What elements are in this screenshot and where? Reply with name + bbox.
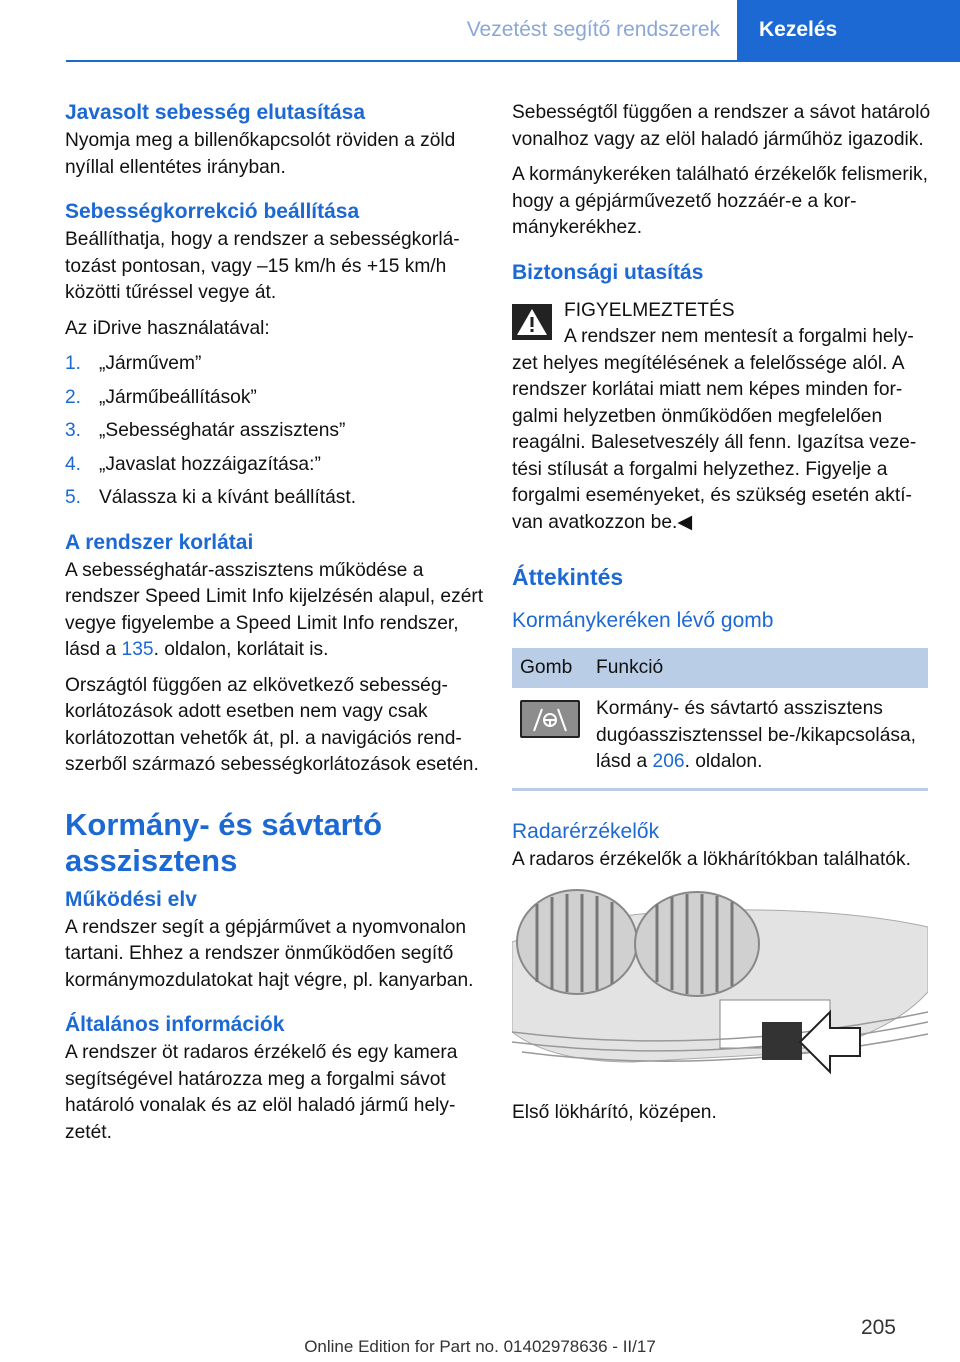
image-caption: Első lökhárító, középen. <box>512 1102 717 1123</box>
list-item: 1. „Járművem” <box>65 353 202 374</box>
text-general-info: A rendszer öt radaros érzékelő és egy kamera segítségével határozza meg a forgalmi sávot határoló vonalak és az elöl haladó jármű helyzetét. <box>65 1042 458 1143</box>
heading-general-info: Általános információk <box>65 1013 285 1036</box>
page-link-206[interactable]: 206 <box>652 751 685 772</box>
edition-footer: Online Edition for Part no. 01402978636 - II/17 <box>304 1337 656 1356</box>
list-item: 5. Válassza ki a kívánt beállítást. <box>65 487 357 508</box>
text-steering-sensors: A kormánykeréken található érzékelők felismerik, hogy a gépjárművezető hozzáér-e a kormánykerékhez. <box>512 164 928 238</box>
heading-principle: Működési elv <box>65 887 197 911</box>
heading-radar-sensors: Radarérzékelők <box>512 819 660 843</box>
table-header-function: Funkció <box>588 648 928 688</box>
heading-overview: Áttekintés <box>512 564 624 590</box>
warning-text: A rendszer nem mentesít a forgalmi helyzet helyes megítélésének a felelőssége alól. A rendszer korlátai miatt nem képes minden forgalmi helyzetben önműködően megfelelően reagálni. Balesetveszély áll fenn. Igazítsa vezetési stílusát a forgalmi helyzethez. Figyelje a forgalmi eseményeket, és szükség esetén aktívan avatkozzon be.◀ <box>512 326 917 533</box>
left-column <box>65 100 485 1155</box>
text-speed-correction: Beállíthatja, hogy a rendszer a sebességkorlátozást pontosan, vagy –15 km/h és +15 km/h közötti tűréssel vegye át. <box>65 229 460 303</box>
text-system-limits: A sebességhatár-asszisztens működése a rendszer Speed Limit Info kijelzésén alapul, ezért vegye figyelembe a Speed Limit Info rendszer, lásd a 135. oldalon, korlátait is. <box>65 559 484 660</box>
text-radar-sensors: A radaros érzékelők a lökhárítókban találhatók. <box>512 848 911 870</box>
heading-speed-correction: Sebességkorrekció beállítása <box>65 200 360 223</box>
page-number: 205 <box>860 1316 896 1339</box>
text-country-limits: Országtól függően az elkövetkező sebességkorlátozások adott esetben nem vagy csak korlátozottan vehetők át, pl. a navigációs rendszerből származó sebességkorlátozások esetén. <box>65 674 479 775</box>
warning-title: FIGYELMEZTETÉS <box>564 299 735 321</box>
page-link-135[interactable]: 135 <box>121 639 154 660</box>
idrive-steps-list <box>65 351 485 512</box>
table-header-button: Gomb <box>512 648 588 688</box>
header-rule <box>66 60 960 62</box>
table-bottom-rule <box>512 788 928 791</box>
text-principle: A rendszer segít a gépjárművet a nyomvonalon tartani. Ehhez a rendszer önműködően segítő kormánymozdulatokat hajt végre, pl. kanyarban. <box>65 916 474 991</box>
list-item: 3. „Sebességhatár asszisztens” <box>65 420 346 441</box>
lane-assist-button-icon <box>520 700 580 738</box>
heading-safety: Biztonsági utasítás <box>512 260 704 284</box>
header-chapter-tab: Kezelés <box>737 0 960 62</box>
text-reject-speed: Nyomja meg a billenőkapcsolót röviden a zöld nyíllal ellentétes irányban. <box>65 130 456 178</box>
heading-steering-button: Kormánykeréken lévő gomb <box>512 609 774 632</box>
table-cell-function: Kormány- és sávtartó asszisztens dugóasszisztenssel be-/kikapcsolása, lásd a 206. oldalon. <box>596 698 916 772</box>
list-item: 2. „Járműbeállítások” <box>65 386 257 408</box>
heading-system-limits: A rendszer korlátai <box>65 530 254 554</box>
button-function-table <box>512 648 928 788</box>
warning-box <box>512 298 932 537</box>
heading-reject-speed: Javasolt sebesség elutasítása <box>65 101 366 124</box>
front-bumper-illustration <box>512 882 928 1082</box>
table-row <box>512 688 928 788</box>
warning-triangle-icon <box>512 304 552 340</box>
heading-steering-lane-assistant: Kormány- és sávtartó asszisztens <box>65 806 383 878</box>
text-idrive: Az iDrive használatával: <box>65 317 270 339</box>
text-speed-dependence: Sebességtől függően a rendszer a sávot határoló vonalhoz vagy az elöl haladó járműhöz igazodik. <box>512 102 931 150</box>
list-item: 4. „Javaslat hozzáigazítása:” <box>65 453 321 475</box>
header-section-title: Vezetést segítő rendszerek <box>466 18 720 41</box>
right-column <box>512 100 932 1136</box>
page-header <box>0 0 960 62</box>
